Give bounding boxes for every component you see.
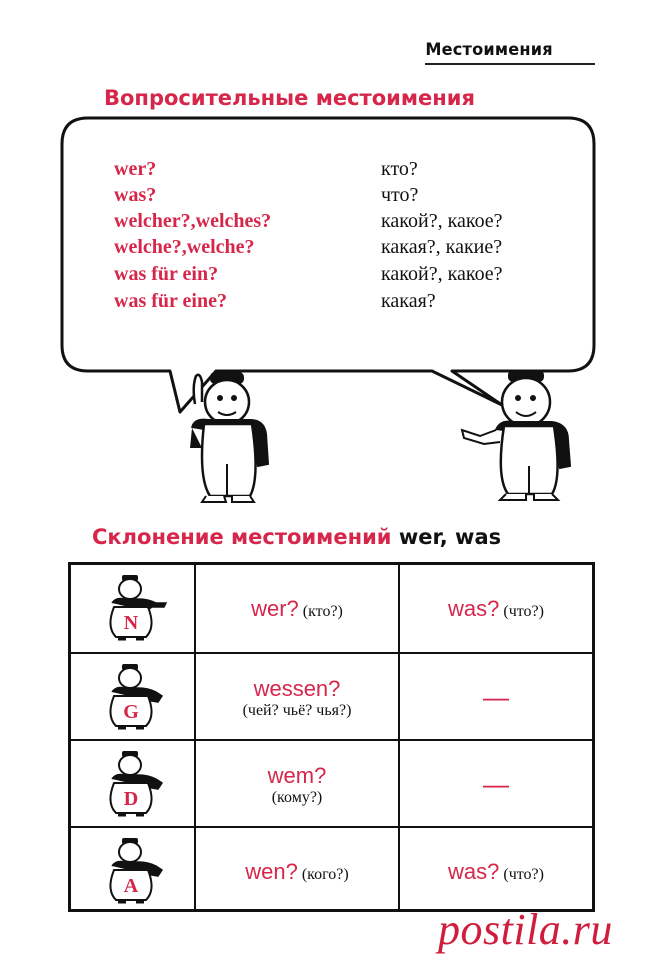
watermark-postila: postila.ru	[438, 905, 613, 954]
pronoun-pair	[0, 290, 660, 318]
case-letter: G	[122, 700, 139, 723]
pronoun-pair	[0, 158, 660, 186]
russian-translation: что?	[381, 184, 419, 206]
was-line	[448, 859, 544, 885]
table-row	[71, 565, 592, 652]
pronoun-pair	[0, 210, 660, 238]
wer-form: wessen?	[253, 675, 341, 701]
case-letter: N	[123, 611, 138, 634]
page-header-title: Местоимения	[425, 40, 553, 60]
was-cell	[400, 565, 592, 652]
wer-cell	[196, 565, 398, 652]
cartoon-figure-right-illustration	[456, 366, 586, 506]
declension-table	[68, 562, 595, 912]
russian-translation: какой?, какое?	[381, 210, 503, 232]
wer-line	[251, 596, 343, 622]
wer-line	[254, 676, 341, 702]
was-line	[448, 596, 544, 622]
case-icon-cell	[71, 741, 194, 828]
section-title-declension	[92, 525, 501, 549]
wer-form: wer?	[251, 595, 299, 621]
was-cell	[400, 741, 592, 828]
case-figure-icon	[98, 573, 168, 645]
was-form: was?	[448, 595, 500, 621]
case-icon-cell	[71, 654, 194, 741]
section-title-interrogative: Вопросительные местоимения	[104, 86, 475, 110]
case-figure-icon	[98, 836, 168, 908]
pronoun-pair	[0, 236, 660, 264]
german-pronoun: welche?,welche?	[114, 236, 255, 258]
wer-cell	[196, 654, 398, 741]
table-row	[71, 652, 592, 741]
russian-translation: какая?	[381, 290, 436, 312]
table-row	[71, 826, 592, 915]
german-pronoun: wer?	[114, 158, 157, 180]
case-icon-cell	[71, 828, 194, 915]
table-row	[71, 739, 592, 828]
case-icon-cell	[71, 565, 194, 652]
russian-translation: какой?, какое?	[381, 263, 503, 285]
russian-translation: кто?	[381, 158, 418, 180]
case-letter: A	[123, 874, 138, 897]
was-form: —	[483, 769, 509, 799]
declension-title-words: wer, was	[398, 525, 502, 549]
wer-translation: (кому?)	[271, 788, 323, 806]
case-figure-icon	[98, 662, 168, 734]
cartoon-figure-left-illustration	[180, 368, 290, 508]
was-translation: (что?)	[503, 865, 544, 883]
german-pronoun: was für eine?	[114, 290, 227, 312]
wer-cell	[196, 828, 398, 915]
wer-line	[243, 702, 352, 720]
case-figure-icon	[98, 749, 168, 821]
wer-line	[272, 789, 323, 807]
wer-form: wen?	[245, 858, 298, 884]
wer-line	[268, 763, 327, 789]
russian-translation: какая?, какие?	[381, 236, 503, 258]
was-cell	[400, 828, 592, 915]
was-form: was?	[448, 858, 500, 884]
was-translation: (что?)	[503, 602, 544, 620]
wer-cell	[196, 741, 398, 828]
pronoun-pair	[0, 184, 660, 212]
case-letter: D	[123, 787, 138, 810]
wer-line	[245, 859, 348, 885]
was-cell	[400, 654, 592, 741]
german-pronoun: was?	[114, 184, 157, 206]
german-pronoun: welcher?,welches?	[114, 210, 272, 232]
wer-translation: (чей? чьё? чья?)	[242, 701, 352, 719]
declension-title-main: Склонение местоимений	[92, 525, 392, 549]
wer-translation: (кого?)	[301, 865, 349, 883]
pronoun-pair	[0, 263, 660, 291]
wer-form: wem?	[267, 762, 327, 788]
was-form: —	[483, 682, 509, 712]
german-pronoun: was für ein?	[114, 263, 219, 285]
wer-translation: (кто?)	[302, 602, 343, 620]
